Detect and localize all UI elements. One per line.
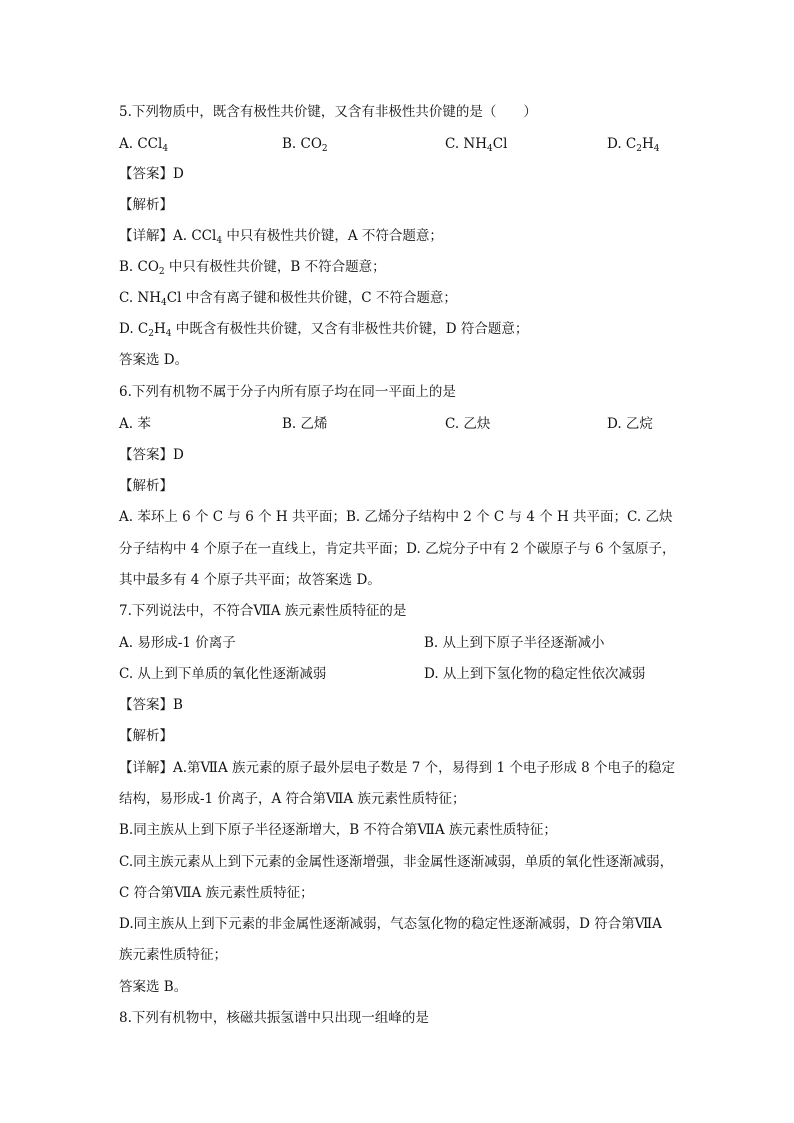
q7-detail-line: 族元素性质特征； [119,947,227,963]
q7-option-c: C. 从上到下单质的氧化性逐渐减弱 [119,666,327,682]
q5-detail-d: D. $C_2H_4$ 中既含有极性共价键，又含有非极性共价键，D 符合题意； [119,321,529,339]
q5-conclusion: 答案选 D。 [119,352,189,368]
q5-detail-b: B. $CO_2$ 中只有极性共价键，B 不符合题意； [119,259,386,277]
q5-detail-c: C. $NH_4Cl$ 中含有离子键和极性共价键，C 不符合题意； [119,290,457,308]
q7-answer: 【答案】B [119,697,183,713]
q6-option-c: C. 乙炔 [445,416,491,432]
q5-analysis-label: 【解析】 [119,197,173,213]
q7-stem: 7.下列说法中，不符合ⅦA 族元素性质特征的是 [119,603,407,619]
q6-option-a: A. 苯 [119,416,151,432]
q7-option-d: D. 从上到下氢化物的稳定性依次减弱 [424,666,646,682]
q6-analysis-label: 【解析】 [119,478,173,494]
q7-detail-line: C 符合第ⅦA 族元素性质特征； [119,885,314,901]
q5-option-b: B. $CO_2$ [282,136,328,154]
q5-answer: 【答案】D [119,166,184,182]
q6-answer: 【答案】D [119,447,184,463]
q6-option-b: B. 乙烯 [282,416,328,432]
q7-analysis-label: 【解析】 [119,728,173,744]
q6-option-d: D. 乙烷 [607,416,653,432]
q5-option-c: C. $NH_4Cl$ [445,136,508,154]
q6-analysis-line: 分子结构中 4 个原子在一直线上，肯定共平面；D. 乙烷分子中有 2 个碳原子与 6 个氢原子， [119,541,676,557]
q6-stem: 6.下列有机物不属于分子内所有原子均在同一平面上的是 [119,384,456,400]
q6-analysis-line: 其中最多有 4 个原子共平面；故答案选 D。 [119,572,381,588]
q5-option-d: D. $C_2H_4$ [607,136,660,154]
q5-detail-a: 【详解】A. CCl$_4$ 中只有极性共价键，A 不符合题意； [119,228,443,246]
q8-stem: 8.下列有机物中，核磁共振氢谱中只出现一组峰的是 [119,1010,429,1026]
q7-detail-line: 结构，易形成-1 价离子，A 符合第ⅦA 族元素性质特征； [119,791,466,807]
q5-stem: 5.下列物质中，既含有极性共价键，又含有非极性共价键的是（ ） [119,104,537,120]
q5-option-a: A. CCl$_4$ [119,136,169,154]
q7-option-a: A. 易形成-1 价离子 [119,635,236,651]
q6-analysis-line: A. 苯环上 6 个 C 与 6 个 H 共平面；B. 乙烯分子结构中 2 个 C 与 4 个 H 共平面；C. 乙炔 [119,509,673,525]
q7-option-b: B. 从上到下原子半径逐渐减小 [424,635,605,651]
q7-detail-line: 答案选 B。 [119,979,188,995]
q7-detail-line: 【详解】A.第ⅦA 族元素的原子最外层电子数是 7 个，易得到 1 个电子形成 8 个电子的稳定 [119,760,676,776]
q7-detail-line: D.同主族从上到下元素的非金属性逐渐减弱，气态氢化物的稳定性逐渐减弱，D 符合第ⅦA [119,916,662,932]
q7-detail-line: B.同主族从上到下原子半径逐渐增大，B 不符合第ⅦA 族元素性质特征； [119,822,557,838]
q7-detail-line: C.同主族元素从上到下元素的金属性逐渐增强，非金属性逐渐减弱，单质的氧化性逐渐减弱， [119,854,674,870]
